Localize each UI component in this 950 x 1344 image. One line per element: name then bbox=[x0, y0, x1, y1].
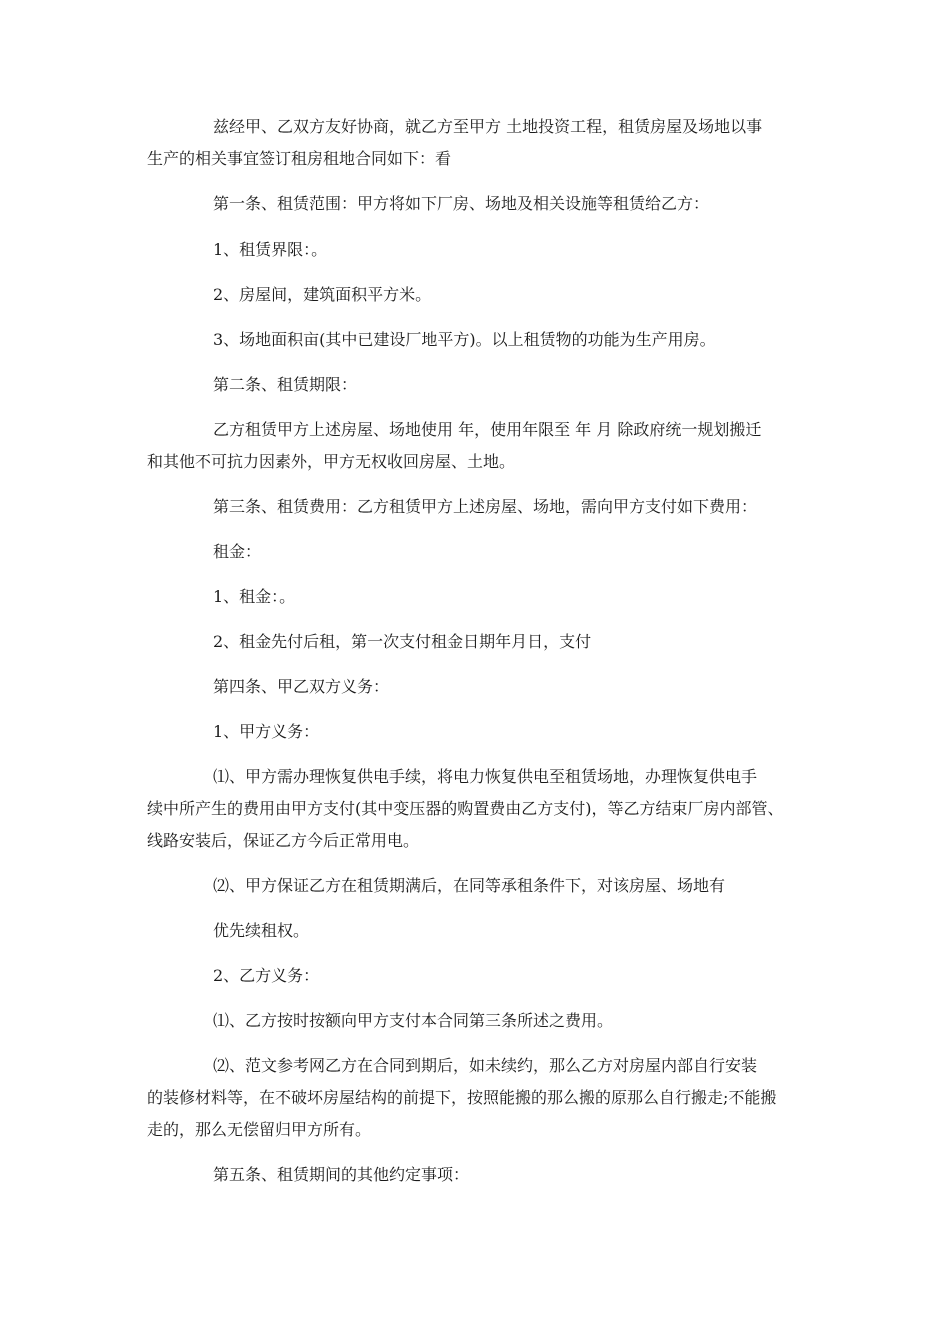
article-2-text-line-1: 乙方租赁甲方上述房屋、场地使用 年，使用年限至 年 月 除政府统一规划搬迁 bbox=[213, 420, 762, 439]
article-4-party-a-item-1-line-1: ⑴、甲方需办理恢复供电手续，将电力恢复供电至租赁场地，办理恢复供电手 bbox=[213, 767, 758, 786]
article-4-party-b-heading: 2、乙方义务： bbox=[213, 966, 320, 985]
article-3-heading: 第三条、租赁费用：乙方租赁甲方上述房屋、场地，需向甲方支付如下费用： bbox=[213, 497, 758, 516]
article-3-rent-label: 租金： bbox=[213, 542, 262, 561]
article-4-heading: 第四条、甲乙双方义务： bbox=[213, 677, 390, 696]
article-4-party-a-heading: 1、甲方义务： bbox=[213, 722, 320, 741]
intro-paragraph-line-2: 生产的相关事宜签订租房租地合同如下：看 bbox=[147, 149, 452, 168]
article-4-party-b-item-1: ⑴、乙方按时按额向甲方支付本合同第三条所述之费用。 bbox=[213, 1011, 614, 1030]
article-1-heading: 第一条、租赁范围：甲方将如下厂房、场地及相关设施等租赁给乙方： bbox=[213, 194, 710, 213]
article-1-item-1: 1、租赁界限：。 bbox=[213, 240, 328, 259]
article-4-party-a-item-2-line-1: ⑵、甲方保证乙方在租赁期满后，在同等承租条件下，对该房屋、场地有 bbox=[213, 876, 726, 895]
article-4-party-b-item-2-line-3: 走的，那么无偿留归甲方所有。 bbox=[147, 1120, 372, 1139]
article-4-party-b-item-2-line-2: 的装修材料等，在不破坏房屋结构的前提下，按照能搬的那么搬的原那么自行搬走;不能搬 bbox=[147, 1088, 777, 1107]
article-4-party-b-item-2-line-1: ⑵、范文参考网乙方在合同到期后，如未续约，那么乙方对房屋内部自行安装 bbox=[213, 1056, 758, 1075]
article-4-party-a-item-1-line-2: 续中所产生的费用由甲方支付(其中变压器的购置费由乙方支付)，等乙方结束厂房内部管、 bbox=[147, 799, 784, 818]
article-1-item-3: 3、场地面积亩(其中已建设厂地平方)。以上租赁物的功能为生产用房。 bbox=[213, 330, 716, 349]
article-4-party-a-item-1-line-3: 线路安装后，保证乙方今后正常用电。 bbox=[147, 831, 420, 850]
article-1-item-2: 2、房屋间，建筑面积平方米。 bbox=[213, 285, 432, 304]
article-5-heading: 第五条、租赁期间的其他约定事项： bbox=[213, 1165, 470, 1184]
article-3-item-2: 2、租金先付后租，第一次支付租金日期年月日，支付 bbox=[213, 632, 592, 651]
intro-paragraph-line-1: 兹经甲、乙双方友好协商，就乙方至甲方 土地投资工程，租赁房屋及场地以事 bbox=[213, 117, 763, 136]
article-2-text-line-2: 和其他不可抗力因素外，甲方无权收回房屋、土地。 bbox=[147, 452, 516, 471]
article-4-party-a-item-2-line-2: 优先续租权。 bbox=[213, 921, 310, 940]
article-3-item-1: 1、租金：。 bbox=[213, 587, 296, 606]
article-2-heading: 第二条、租赁期限： bbox=[213, 375, 358, 394]
